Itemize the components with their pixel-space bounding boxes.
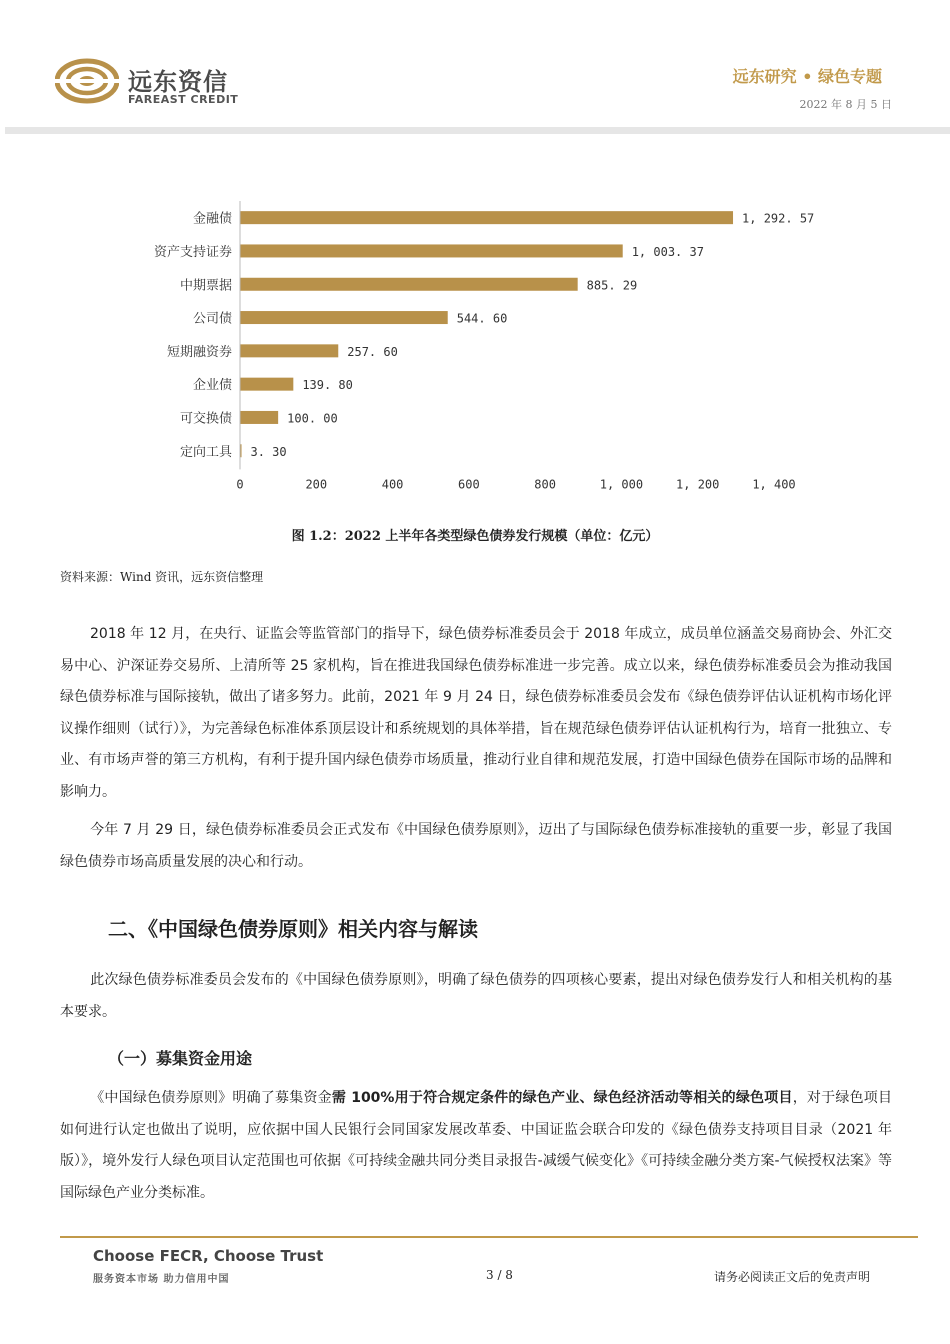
chart-bar bbox=[240, 311, 448, 324]
figure-source: 资料来源：Wind 资讯，远东资信整理 bbox=[60, 570, 264, 584]
paragraph-2: 今年 7 月 29 日，绿色债券标准委员会正式发布《中国绿色债券原则》，迈出了与国际绿色债券标准接轨的重要一步，彰显了我国绿色债券市场高质量发展的决心和行动。 bbox=[60, 822, 892, 870]
x-tick-label: 1, 200 bbox=[676, 477, 720, 492]
chart-bar bbox=[240, 244, 623, 257]
category-label: 可交换债 bbox=[179, 411, 232, 427]
data-label: 3. 30 bbox=[250, 444, 287, 459]
category-label: 公司债 bbox=[192, 311, 232, 327]
paragraph-3: 此次绿色债券标准委员会发布的《中国绿色债券原则》，明确了绿色债券的四项核心要素，提出对绿色债券发行人和相关机构的基本要求。 bbox=[60, 972, 892, 1020]
subsection-heading: （一）募集资金用途 bbox=[108, 1049, 253, 1068]
x-tick-label: 600 bbox=[458, 477, 480, 492]
page-number: 3 / 8 bbox=[486, 1268, 513, 1282]
figure-caption: 图 1.2：2022 上半年各类型绿色债券发行规模（单位：亿元） bbox=[291, 529, 659, 544]
x-tick-label: 0 bbox=[236, 477, 244, 492]
data-label: 1, 292. 57 bbox=[742, 211, 815, 226]
page-header bbox=[0, 0, 950, 135]
chart-bar bbox=[240, 344, 338, 357]
category-label: 中期票据 bbox=[179, 278, 232, 294]
chart-bar bbox=[240, 411, 278, 424]
data-label: 100. 00 bbox=[287, 411, 338, 426]
category-label: 金融债 bbox=[192, 211, 232, 227]
logo-text-en: FAREAST CREDIT bbox=[128, 93, 239, 106]
x-tick-label: 1, 400 bbox=[752, 477, 796, 492]
header-date: 2022 年 8 月 5 日 bbox=[799, 98, 892, 111]
footer-slogan-en: Choose FECR, Choose Trust bbox=[93, 1247, 324, 1265]
fareast-logo-icon bbox=[55, 58, 119, 104]
category-label: 定向工具 bbox=[179, 444, 232, 460]
paragraph-1: 2018 年 12 月，在央行、证监会等监管部门的指导下，绿色债券标准委员会于 2018 年成立，成员单位涵盖交易商协会、外汇交易中心、沪深证券交易所、上清所等 25 家机构，旨在推进我国绿色债券标准进一步完善。成立以来，绿色债券标准委员会为推动我国绿色债券标准与国际接轨，做出了诸多努力。此前，2021 年 9 月 24 日，绿色债券标准委员会发布《绿色债券评估认证机构市场化评议操作细则（试行）》，为完善绿色标准体系顶层设计和系统规划的具体举措，旨在规范绿色债券评估认证机构行为，培育一批独立、专业、有市场声誉的第三方机构，有利于提升国内绿色债券市场质量，推动行业自律和规范发展，打造中国绿色债券在国际市场的品牌和影响力。 bbox=[60, 626, 892, 800]
chart-bar bbox=[240, 211, 733, 224]
category-label: 企业债 bbox=[192, 378, 232, 394]
x-tick-label: 400 bbox=[381, 477, 404, 492]
footer-divider bbox=[60, 1236, 918, 1238]
data-label: 1, 003. 37 bbox=[631, 244, 704, 259]
emphasis-text: 需 100%用于符合规定条件的绿色产业、绿色经济活动等相关的绿色项目 bbox=[331, 1090, 793, 1106]
data-label: 139. 80 bbox=[302, 378, 353, 393]
category-label: 短期融资券 bbox=[166, 344, 232, 360]
disclaimer-note: 请务必阅读正文后的免责声明 bbox=[713, 1270, 870, 1284]
chart-bar bbox=[240, 378, 293, 391]
logo-text-cn: 远东资信 bbox=[128, 68, 228, 96]
data-label: 257. 60 bbox=[347, 344, 398, 359]
x-tick-label: 200 bbox=[305, 477, 328, 492]
x-tick-label: 800 bbox=[534, 477, 556, 492]
section-heading: 二、《中国绿色债券原则》相关内容与解读 bbox=[108, 917, 478, 941]
data-label: 885. 29 bbox=[586, 278, 638, 293]
paragraph-4: 《中国绿色债券原则》明确了募集资金需 100%用于符合规定条件的绿色产业、绿色经济活动等相关的绿色项目，对于绿色项目如何进行认定也做出了说明，应依据中国人民银行会同国家发展改革委、中国证监会联合印发的《绿色债券支持项目目录（2021 年版）》，境外发行人绿色项目认定范围也可依据《可持续金融共同分类目录报告-减缓气候变化》《可持续金融分类方案-气候授权法案》等国际绿色产业分类标准。 bbox=[60, 1090, 893, 1201]
data-label: 544. 60 bbox=[456, 311, 508, 326]
header-title: 远东研究 • 绿色专题 bbox=[732, 67, 882, 86]
header-divider bbox=[5, 127, 950, 134]
chart-bar bbox=[240, 278, 578, 291]
x-tick-label: 1, 000 bbox=[599, 477, 644, 492]
bar-chart bbox=[0, 190, 950, 510]
footer-slogan-cn: 服务资本市场 助力信用中国 bbox=[93, 1274, 230, 1285]
category-label: 资产支持证券 bbox=[153, 244, 232, 260]
